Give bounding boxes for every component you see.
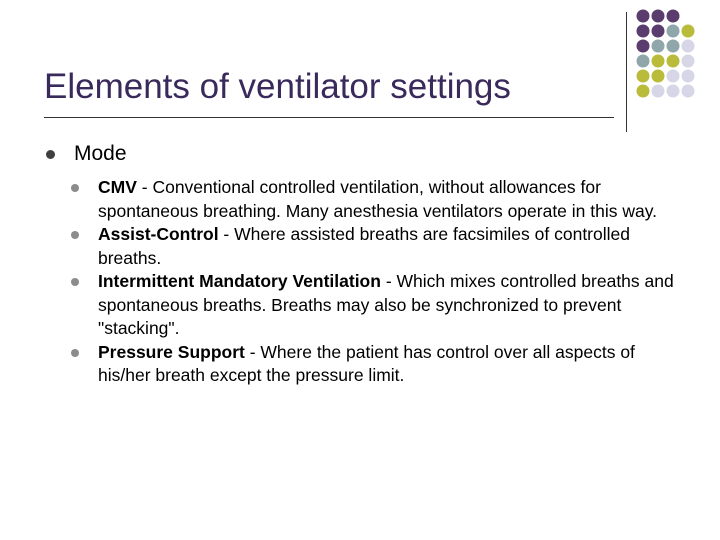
- mode-list: [44, 176, 684, 388]
- bullet-mode-text: Mode: [74, 142, 127, 165]
- title-underline: [44, 117, 614, 118]
- mode-item: [44, 341, 684, 388]
- decorative-dot: [667, 85, 680, 98]
- mode-item: [44, 270, 684, 341]
- decorative-dot: [652, 40, 665, 53]
- decorative-dot: [667, 70, 680, 83]
- decorative-dot: [637, 25, 650, 38]
- mode-term: Pressure Support: [98, 341, 245, 362]
- decorative-dot: [637, 40, 650, 53]
- mode-description: - Conventional controlled ventilation, without allowances for spontaneous breathing. Many anesthesia ventilators operate in this way.: [98, 177, 658, 221]
- slide-content: [44, 138, 684, 388]
- mode-description: - Which mixes controlled breaths and spontaneous breaths. Breaths may also be synchronized to prevent "stacking".: [98, 271, 674, 338]
- mode-term: CMV: [98, 177, 137, 197]
- decorative-dot: [637, 70, 650, 83]
- mode-item: [44, 176, 684, 223]
- sub-bullet-dot-icon: [71, 278, 79, 286]
- bullet-mode: [44, 138, 684, 170]
- decorative-dot: [682, 40, 695, 53]
- decorative-dot: [667, 10, 680, 23]
- mode-description: - Where the patient has control over all aspects of his/her breath except the pressure limit.: [98, 341, 635, 385]
- decorative-dot: [667, 40, 680, 53]
- slide-title: Elements of ventilator settings: [44, 67, 511, 106]
- decorative-dot: [667, 55, 680, 68]
- decorative-dot: [682, 70, 695, 83]
- decorative-dot: [652, 25, 665, 38]
- decorative-dot: [637, 55, 650, 68]
- decorative-dot: [652, 85, 665, 98]
- mode-term: Intermittent Mandatory Ventilation: [98, 271, 381, 291]
- decorative-dot-grid: [636, 9, 720, 129]
- decorative-dot: [637, 10, 650, 23]
- sub-bullet-dot-icon: [71, 184, 79, 192]
- mode-item: [44, 223, 684, 270]
- mode-description: - Where assisted breaths are facsimiles of controlled breaths.: [98, 224, 630, 268]
- decorative-dot: [652, 10, 665, 23]
- sub-bullet-dot-icon: [71, 349, 79, 357]
- bullet-dot-icon: [46, 150, 55, 159]
- decorative-dot: [652, 55, 665, 68]
- decorative-dot: [652, 70, 665, 83]
- decorative-dot: [682, 25, 695, 38]
- decorative-dot: [637, 85, 650, 98]
- sub-bullet-dot-icon: [71, 231, 79, 239]
- decorative-dot: [682, 85, 695, 98]
- mode-term: Assist-Control: [98, 224, 219, 244]
- vertical-divider: [626, 12, 627, 132]
- decorative-dot: [667, 25, 680, 38]
- decorative-dot: [682, 55, 695, 68]
